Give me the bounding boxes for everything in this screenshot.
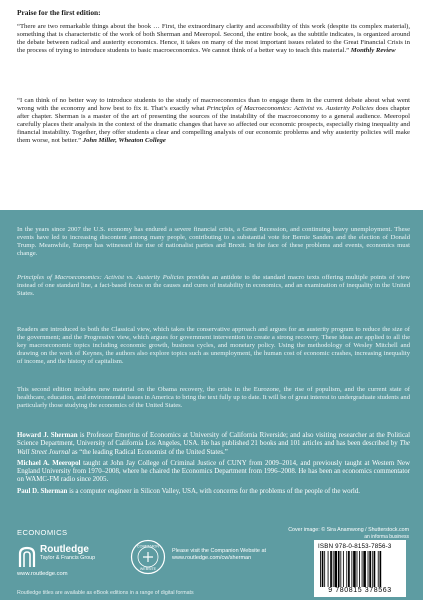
cover-credit xyxy=(288,527,409,540)
quote-text-cont: does chapter after chapter. Sherman is a master of the art of presenting the sources of the instability of the macroeconomy to a general audience. Meeropol carefully places their analysis in the context of the dramatic changes that have so affected our economic prospects, especially rising inequality and financial instability. Together, they offer students a clear and compelling analysis of our economic problems and why austerity policies will make them worse, not better.” xyxy=(17,105,411,145)
blurb-paragraph-3: Readers are introduced to both the Classical view, which takes the conservative approach and argues for an austerity program to reduce the size of the government; and the Progressive view, which argues for government intervention to create a strong recovery. These ideas are applied to all the key macroeconomic topics including economic growth, business cycles, and monetary policy. Using the methodology of Wesley Mitchell and drawing on the work of Keynes, the authors also explore topics such as unemployment, the human cost of economic crashes, increasing inequality of income, and the history of capitalism. xyxy=(17,326,410,366)
barcode-bar xyxy=(338,551,340,587)
barcode-bar xyxy=(378,551,379,587)
author-bio-2 xyxy=(17,460,410,485)
author-bio-text-cont: as “the leading Radical Economist of the United States.” xyxy=(70,448,228,456)
barcode-bar xyxy=(353,551,356,587)
quote-attribution: John Miller, Wheaton College xyxy=(82,137,166,145)
cover-image-credit: Cover image: © Sira Anamwong / Shutterstock.com xyxy=(288,527,409,533)
barcode-bar xyxy=(333,551,334,587)
subject-category: ECONOMICS xyxy=(17,528,68,537)
companion-instruction: Please visit the Companion Website at xyxy=(172,548,267,554)
companion-badge-bottom-text: WEBSITE xyxy=(139,567,157,571)
quote-book-title: Principles of Macroeconomics: Activist vs. Austerity Policies xyxy=(206,105,374,113)
barcode-bar xyxy=(363,551,366,587)
barcode-bar xyxy=(346,551,347,587)
barcode-bar xyxy=(369,551,371,587)
barcode-bar xyxy=(320,551,321,587)
barcode-number: 9 780815 378563 xyxy=(328,587,392,594)
author-bios xyxy=(17,432,410,499)
quote-attribution: Monthly Review xyxy=(350,47,396,55)
logo-name: Routledge xyxy=(40,544,89,555)
praise-heading: Praise for the first edition: xyxy=(17,8,101,17)
author-bio-publication: The Wall Street Journal xyxy=(17,440,410,456)
routledge-logo-icon xyxy=(17,546,37,568)
blurb-paragraph-1: In the years since 2007 the U.S. economy has endured a severe financial crisis, a Great Recession, and continuing heavy unemployment. These events have led to increasing discontent among many people, contributing to a substantial vote for Bernie Sanders and the election of Donald Trump. Meanwhile, Europe has witnessed the rise of nationalist parties and Brexit. In the face of these problems and events, economics must change. xyxy=(17,226,410,258)
quote-text: “I can think of no better way to introduce students to the study of macroeconomics than to engage them in the current debate about what went wrong with the economy and how best to fix it. That’s exactly what xyxy=(17,97,410,113)
publisher-website: www.routledge.com xyxy=(17,571,68,577)
author-bio-1 xyxy=(17,432,410,457)
logo-subtitle: Taylor & Francis Group xyxy=(40,555,96,561)
barcode-bar xyxy=(362,551,363,587)
barcode-bar xyxy=(324,551,325,587)
companion-website-badge-icon xyxy=(130,539,166,575)
barcode xyxy=(314,540,406,597)
barcode-bar xyxy=(372,551,373,587)
quote-text: “There are two remarkable things about the book … First, the extraordinary clarity and accessibility of this work (despite its complex material), something that is characteristic of the work of both Sherman and Meeropol. Second, the entire book, as the subtitle indicates, is organized around the debate between radical and austerity economics. Hence, it takes on many of the most important issues related to the Great Financial Crisis in the process of trying to introduce students to basic macroeconomics. We cannot think of a better way to teach this material.” xyxy=(17,23,410,55)
barcode-bars-icon xyxy=(320,551,400,587)
barcode-bar xyxy=(348,551,350,587)
praise-section xyxy=(0,0,423,210)
praise-quote-2 xyxy=(17,97,410,146)
barcode-bar xyxy=(328,551,329,587)
ebook-footnote: Routledge titles are available as eBook editions in a range of digital formats xyxy=(17,590,194,596)
author-bio-text: is a computer engineer in Silicon Valley, USA, with concerns for the problems of the people of the world. xyxy=(67,487,360,495)
blurb-book-title: Principles of Macroeconomics: Activist vs. Austerity Policies xyxy=(17,274,184,281)
blurb-paragraph-4: This second edition includes new material on the Obama recovery, the crisis in the Eurozone, the rise of populism, and the current state of healthcare, education, and environmental issues in America to bring the text fully up to date. It will be of great interest to undergraduate students and particularly those studying the economics of the United States. xyxy=(17,386,410,410)
barcode-bar xyxy=(357,551,358,587)
companion-website-note xyxy=(172,548,312,562)
publisher-tagline: an informa business xyxy=(364,533,409,540)
barcode-bar xyxy=(334,551,337,587)
blurb-paragraph-2 xyxy=(17,274,410,298)
isbn-label: ISBN 978-0-8153-7856-3 xyxy=(318,543,392,550)
praise-quote-1 xyxy=(17,23,410,55)
barcode-bar xyxy=(351,551,352,587)
companion-badge-top-text: COMPANION xyxy=(137,544,159,549)
barcode-bar xyxy=(330,551,332,587)
companion-url: www.routledge.com/cw/sherman xyxy=(172,555,252,561)
barcode-bar xyxy=(380,551,382,587)
barcode-bar xyxy=(368,551,369,587)
author-bio-text: is Professor Emeritus of Economics at University of California Riverside; and also visiting researcher at the Political Science Department, University of California Los Angeles, USA. He has published 21 books and 101 articles and has been described by xyxy=(17,432,411,448)
author-name: Paul D. Sherman xyxy=(17,487,68,495)
author-name: Howard J. Sherman xyxy=(17,432,78,439)
blurb-text: provides an antidote to the standard macro texts offering multiple points of view instead of one standard line, a fact-based focus on the causes and cures of instability in economics, and an examination of inequality in the United States. xyxy=(17,274,410,298)
barcode-bar xyxy=(359,551,360,587)
barcode-bar xyxy=(343,551,344,587)
routledge-logo xyxy=(40,544,95,562)
author-bio-text: taught at John Jay College of Criminal Justice of CUNY from 2009–2014, and previously taught at Western New England University from 1970–2008, where he chaired the Economics Department from 1996–2008. He has been an economics commentator on WAMC-FM radio since 2005. xyxy=(17,459,410,484)
author-bio-3 xyxy=(17,488,410,496)
author-name: Michael A. Meeropol xyxy=(17,459,81,467)
description-panel xyxy=(0,210,423,600)
barcode-bar xyxy=(340,551,341,587)
barcode-bar xyxy=(374,551,376,587)
barcode-bar xyxy=(322,551,324,587)
